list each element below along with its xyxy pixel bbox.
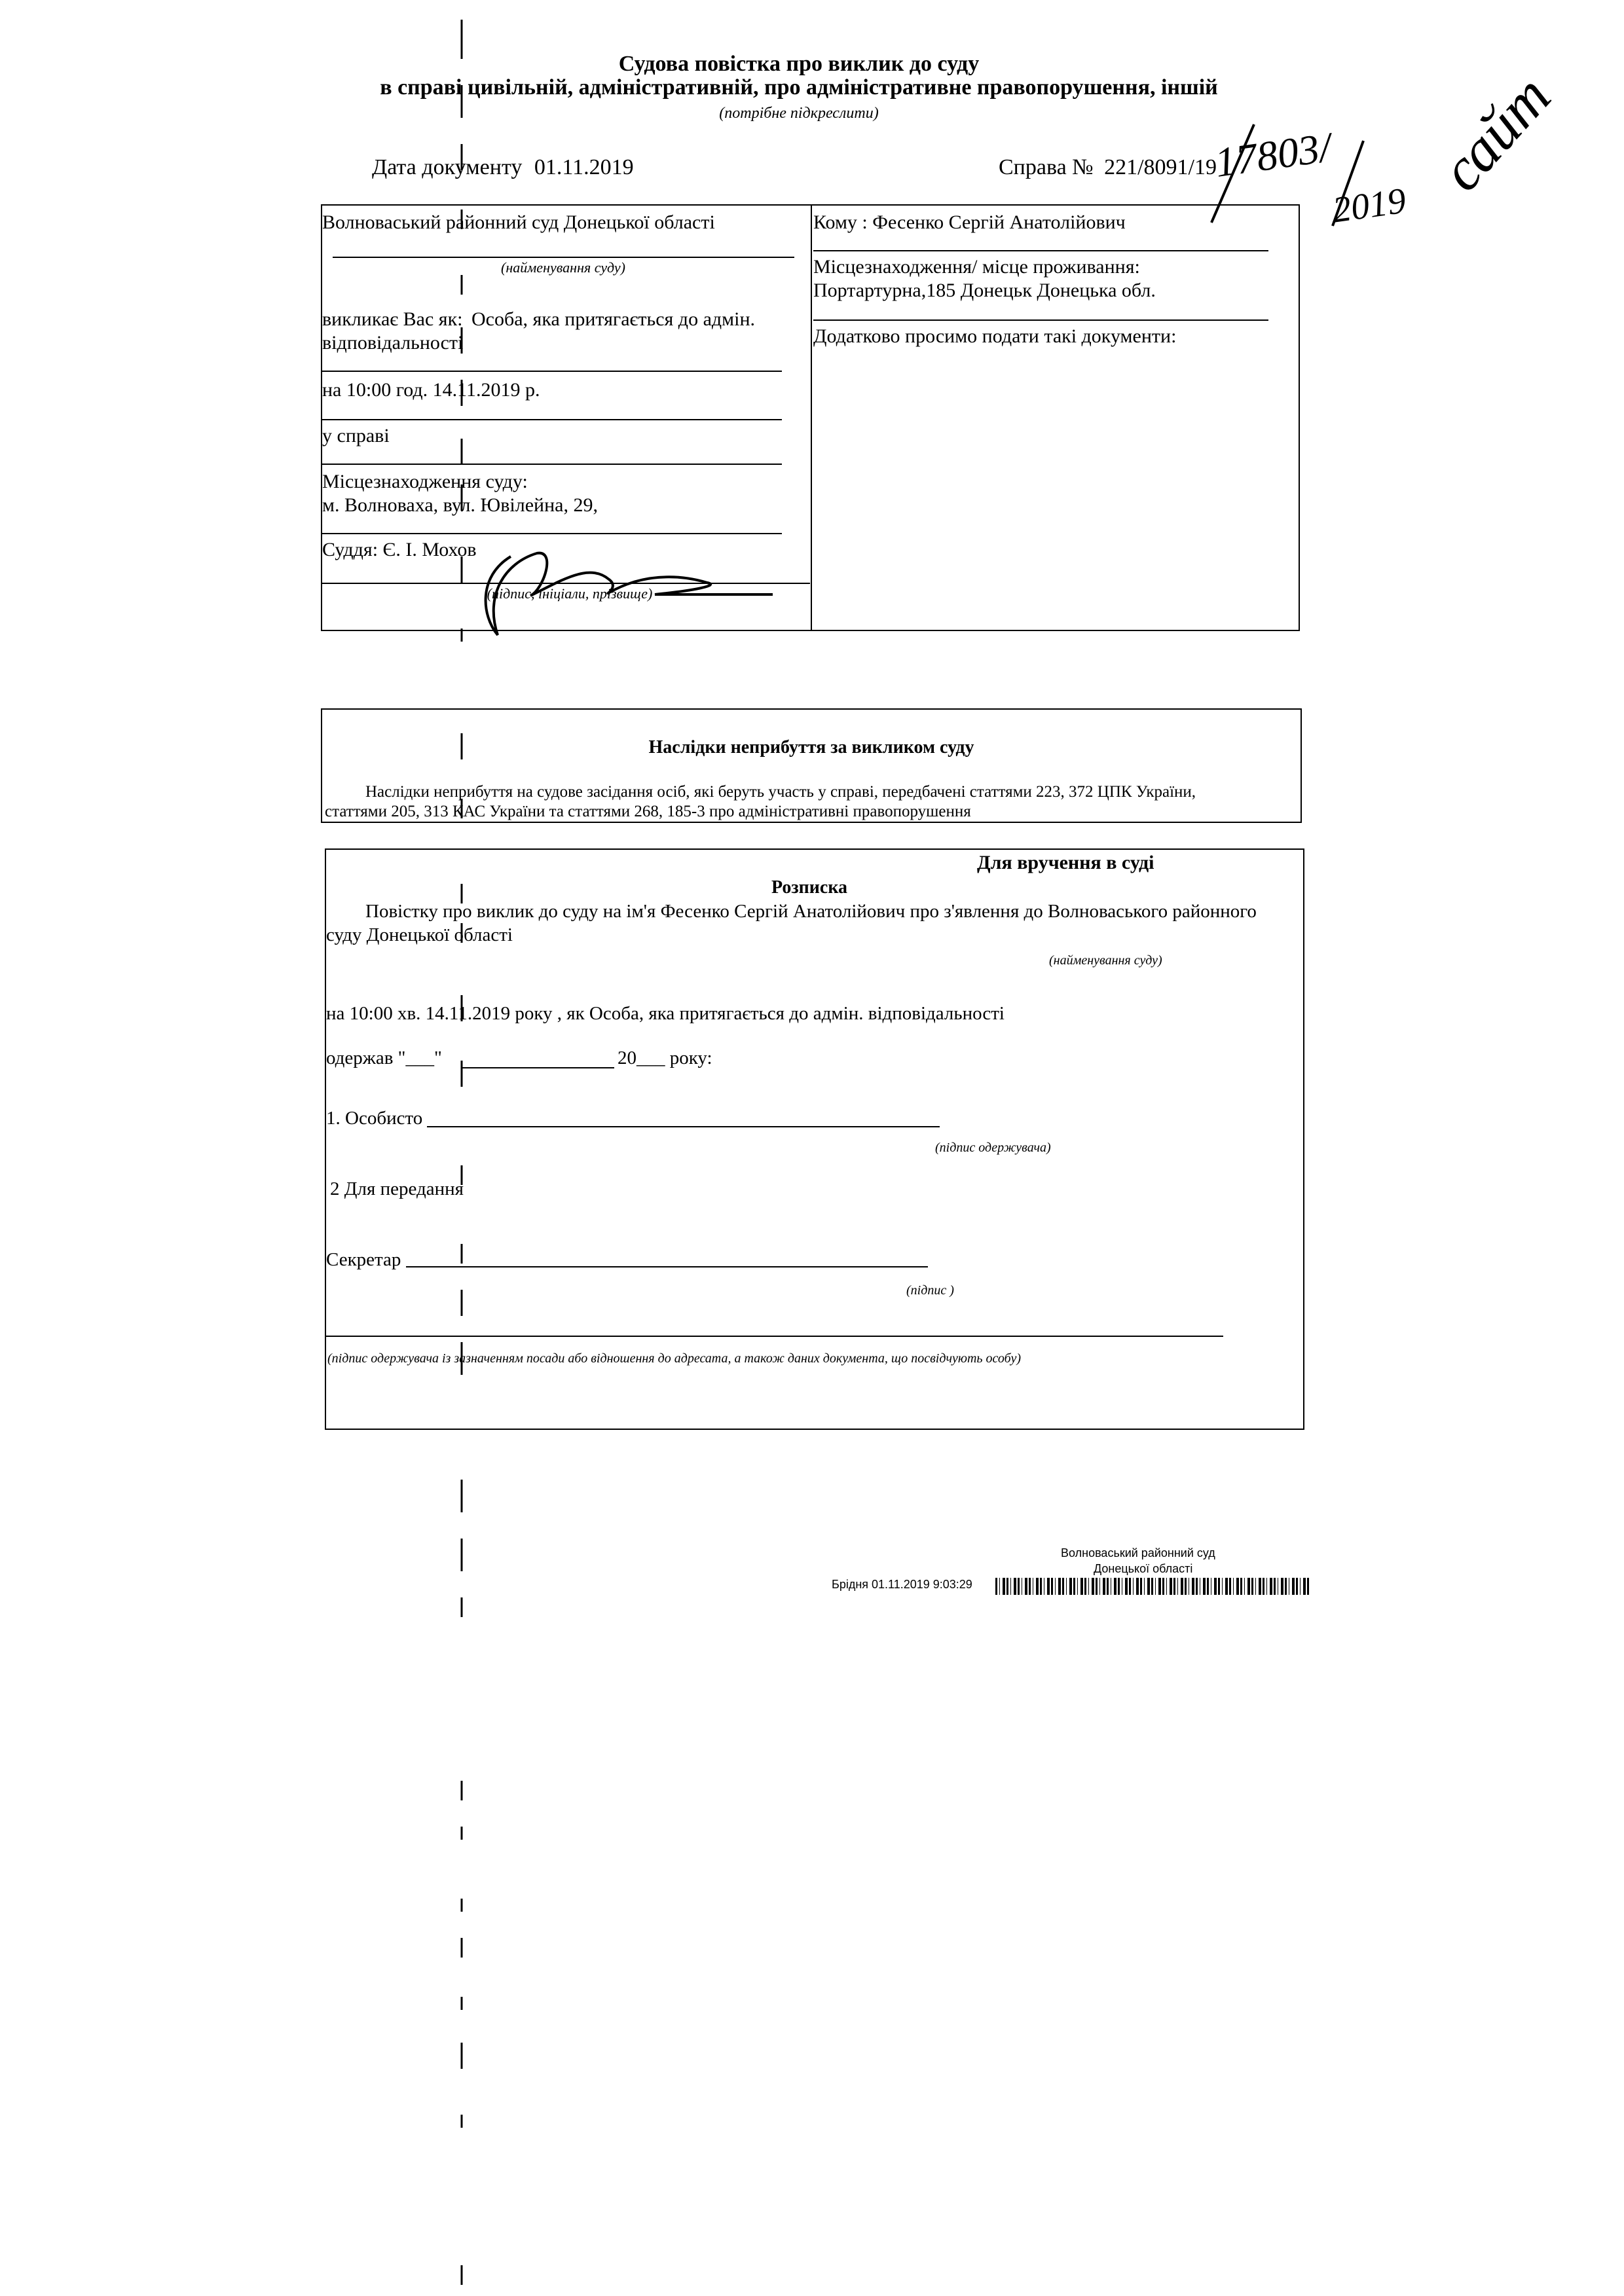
summons-divider xyxy=(811,204,812,631)
summons-as-value-2: відповідальності xyxy=(322,332,464,354)
footer-court-2: Донецької області xyxy=(1094,1562,1193,1575)
receipt-title: Розписка xyxy=(771,877,848,898)
handwritten-word: сайт xyxy=(1427,62,1564,204)
summons-title: Судова повістка про виклик до суду xyxy=(618,52,980,76)
line xyxy=(813,319,1268,321)
receipt-bottom-caption: (підпис одержувача із зазначенням посади або відношення до адресата, а також даних документа, що посвідчують особу) xyxy=(327,1351,1021,1366)
consequences-text-2: статтями 205, 313 КАС України та статтями 268, 185-3 про адміністративні правопорушення xyxy=(325,803,971,820)
signature-caption: (підпис, ініціали, прізвище) xyxy=(487,585,653,602)
case-number-value: 221/8091/19 xyxy=(1104,155,1217,179)
line xyxy=(462,1067,614,1068)
summons-datetime: на 10:00 год. 14.11.2019 р. xyxy=(322,379,540,401)
footer-stamp: Брідня 01.11.2019 9:03:29 xyxy=(832,1578,972,1591)
line xyxy=(333,257,794,258)
line xyxy=(322,464,782,465)
line xyxy=(427,1126,940,1127)
summons-subtitle: в справі цивільній, адміністративній, про адміністративне правопорушення, іншій xyxy=(380,75,1218,100)
for-court-label: Для вручення в суді xyxy=(977,852,1154,873)
summons-as xyxy=(322,308,755,331)
court-location-label: Місцезнаходження суду: xyxy=(322,471,528,492)
summons-as-value: Особа, яка притягається до адмін. xyxy=(471,308,756,330)
line xyxy=(322,419,782,420)
for-transfer-label: 2 Для передання xyxy=(330,1178,464,1199)
barcode xyxy=(995,1578,1310,1595)
doc-date-label: Дата документу xyxy=(372,155,523,179)
case-label: у справі xyxy=(322,425,390,446)
receipt-datetime: на 10:00 хв. 14.11.2019 року , як Особа, яка притягається до адмін. відповідальності xyxy=(326,1003,1005,1024)
court-caption: (найменування суду) xyxy=(501,259,625,276)
footer-court-1: Волноваський районний суд xyxy=(1061,1546,1215,1559)
recipient-name: Кому : Фесенко Сергій Анатолійович xyxy=(813,211,1126,233)
receipt-line-1: Повістку про виклик до суду на ім'я Фесенко Сергій Анатолійович про з'явлення до Волноваського районного xyxy=(365,901,1257,922)
doc-date xyxy=(372,156,634,179)
received-label: одержав "___" xyxy=(326,1048,442,1068)
judge-signature xyxy=(458,517,786,648)
personally-label: 1. Особисто xyxy=(326,1108,423,1129)
recipient-signature-caption: (підпис одержувача) xyxy=(935,1140,1051,1155)
underline-note: (потрібне підкреслити) xyxy=(719,105,879,122)
court-name: Волноваський районний суд Донецької області xyxy=(322,211,715,233)
consequences-text-1: Наслідки неприбуття на судове засідання осіб, які беруть участь у справі, передбачені статтями 223, 372 ЦПК України, xyxy=(365,783,1196,801)
summons-as-label: викликає Вас як: xyxy=(322,308,463,330)
case-number xyxy=(999,156,1217,179)
line xyxy=(322,371,782,372)
received-year: 20___ року: xyxy=(618,1048,712,1068)
court-address: м. Волноваха, вул. Ювілейна, 29, xyxy=(322,494,598,516)
handwritten-year: 2019 xyxy=(1330,180,1409,231)
residence-label: Місцезнаходження/ місце проживання: xyxy=(813,256,1140,278)
secretary-signature-caption: (підпис ) xyxy=(906,1283,954,1298)
judge-label: Суддя: Є. І. Мохов xyxy=(322,539,477,560)
receipt-court-caption: (найменування суду) xyxy=(1049,953,1162,968)
line xyxy=(406,1266,928,1267)
doc-date-value: 01.11.2019 xyxy=(534,155,634,179)
case-number-label: Справа № xyxy=(999,155,1094,179)
secretary-label: Секретар xyxy=(326,1249,401,1270)
line xyxy=(813,250,1268,251)
handwritten-number: 17803/ xyxy=(1211,123,1334,187)
residence-value: Портартурна,185 Донецьк Донецька обл. xyxy=(813,280,1156,301)
consequences-title: Наслідки неприбуття за викликом суду xyxy=(648,737,974,757)
binding-marks xyxy=(452,13,471,2291)
receipt-line-2: суду Донецької області xyxy=(326,924,513,945)
documents-label: Додатково просимо подати такі документи: xyxy=(813,325,1177,347)
